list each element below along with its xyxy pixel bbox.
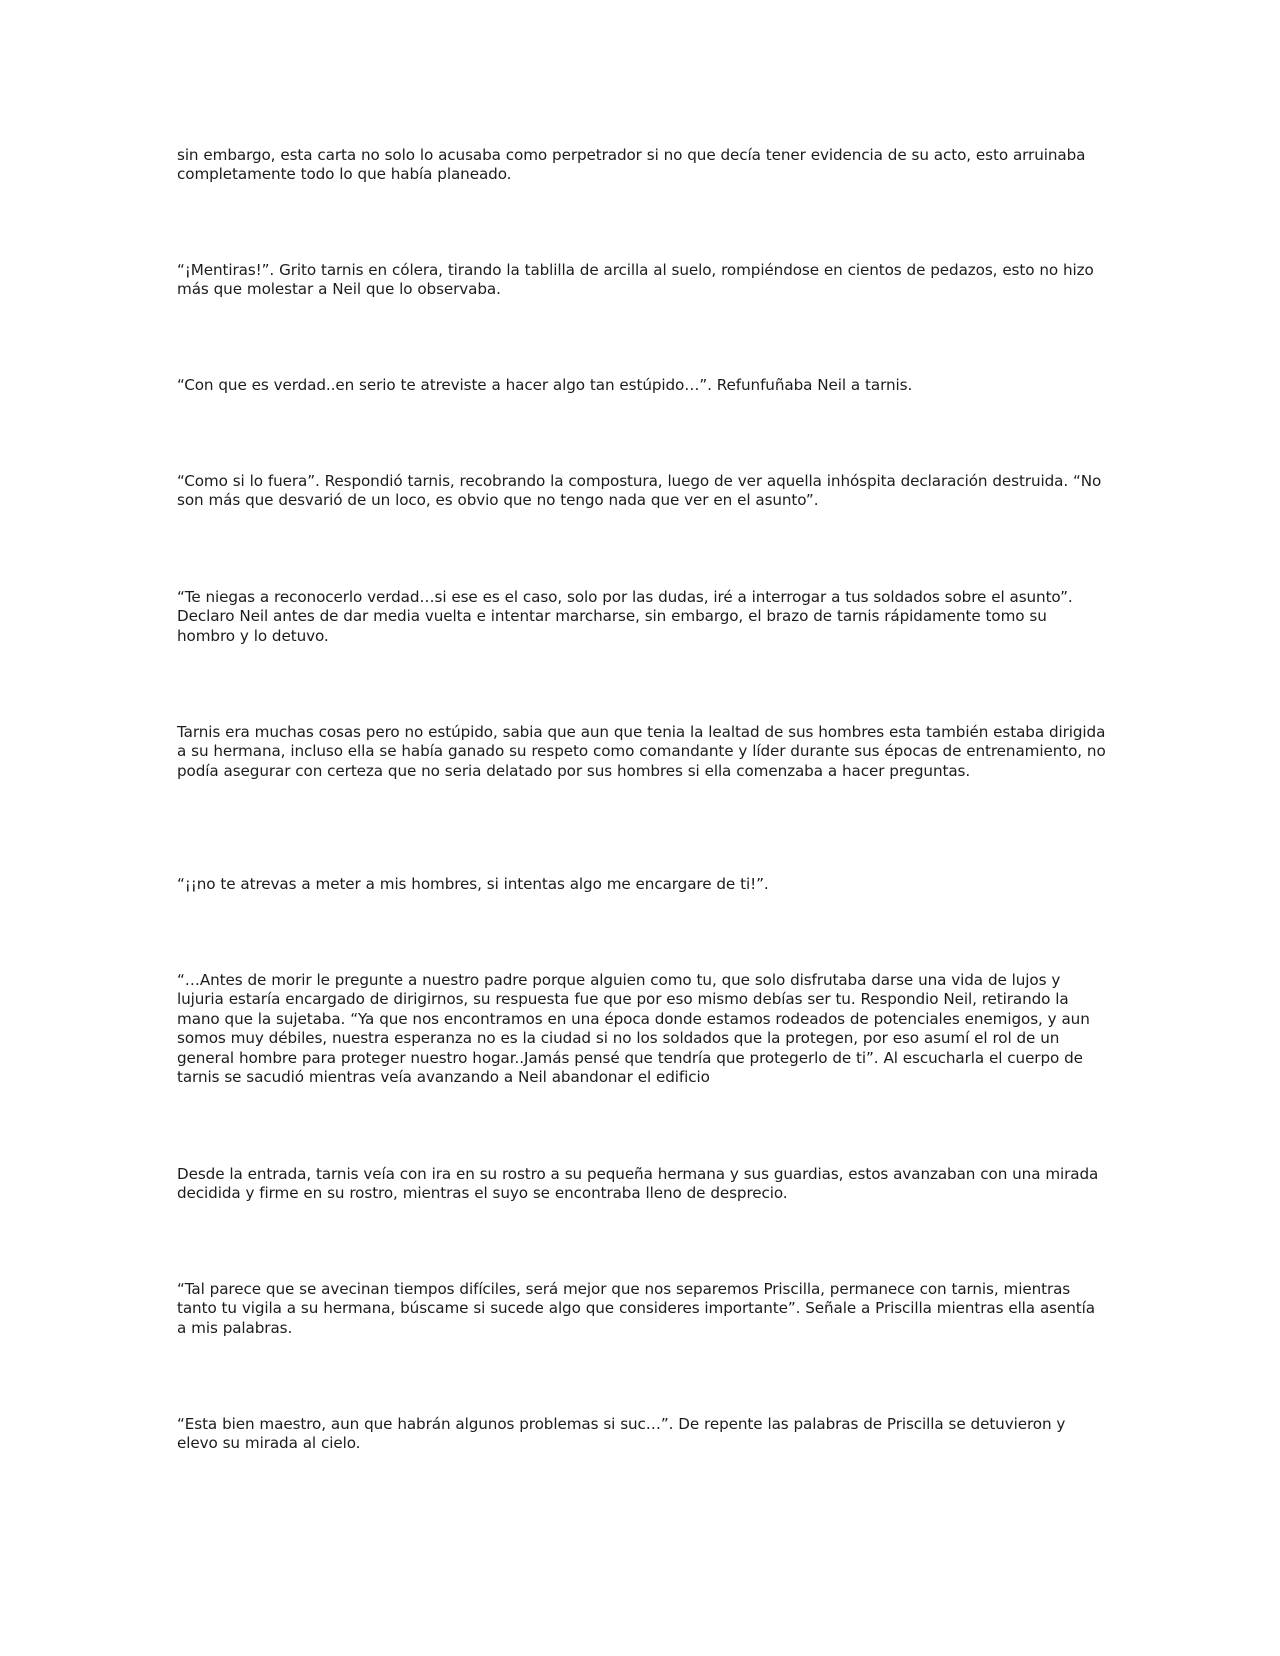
paragraph-7: “¡¡no te atrevas a meter a mis hombres, si intentas algo me encargare de ti!”. <box>177 875 769 893</box>
paragraph-11: “Esta bien maestro, aun que habrán algunos problemas si suc…”. De repente las palabras de Priscilla se detuvieron y elevo su mirada al cielo. <box>177 1415 1066 1453</box>
paragraph-9: Desde la entrada, tarnis veía con ira en su rostro a su pequeña hermana y sus guardias, estos avanzaban con una mirada decidida y firme en su rostro, mientras el suyo se encontraba lleno de desprecio. <box>177 1165 1099 1203</box>
paragraph-8: “…Antes de morir le pregunte a nuestro padre porque alguien como tu, que solo disfrutaba darse una vida de lujos y lujuria estaría encargado de dirigirnos, su respuesta fue que por eso mismo debías ser tu. Respondio Neil, retirando la mano que la sujetaba. “Ya que nos encontramos en una época donde estamos rodeados de potenciales enemigos, y aun somos muy débiles, nuestra esperanza no es la ciudad si no los soldados que la protegen, por eso asumí el rol de un general hombre para proteger nuestro hogar..Jamás pensé que tendría que protegerlo de ti”. Al escucharla el cuerpo de tarnis se sacudió mientras veía avanzando a Neil abandonar el edificio <box>177 971 1090 1087</box>
paragraph-1: sin embargo, esta carta no solo lo acusaba como perpetrador si no que decía tener evidencia de su acto, esto arruinaba completamente todo lo que había planeado. <box>177 146 1086 184</box>
paragraph-10: “Tal parece que se avecinan tiempos difíciles, será mejor que nos separemos Priscilla, permanece con tarnis, mientras tanto tu vigila a su hermana, búscame si sucede algo que consideres importante”. Señale a Priscilla mientras ella asentía a mis palabras. <box>177 1280 1095 1337</box>
paragraph-2: “¡Mentiras!”. Grito tarnis en cólera, tirando la tablilla de arcilla al suelo, rompiéndose en cientos de pedazos, esto no hizo más que molestar a Neil que lo observaba. <box>177 261 1094 299</box>
paragraph-4: “Como si lo fuera”. Respondió tarnis, recobrando la compostura, luego de ver aquella inhóspita declaración destruida. “No son más que desvarió de un loco, es obvio que no tengo nada que ver en el asunto”. <box>177 472 1102 510</box>
paragraph-5: “Te niegas a reconocerlo verdad…si ese es el caso, solo por las dudas, iré a interrogar a tus soldados sobre el asunto”. Declaro Neil antes de dar media vuelta e intentar marcharse, sin embargo, el brazo de tarnis rápidamente tomo su hombro y lo detuvo. <box>177 588 1073 645</box>
paragraph-6: Tarnis era muchas cosas pero no estúpido, sabia que aun que tenia la lealtad de sus hombres esta también estaba dirigida a su hermana, incluso ella se había ganado su respeto como comandante y líder durante sus épocas de entrenamiento, no podía asegurar con certeza que no seria delatado por sus hombres si ella comenzaba a hacer preguntas. <box>177 723 1106 780</box>
paragraph-3: “Con que es verdad..en serio te atreviste a hacer algo tan estúpido…”. Refunfuñaba Neil a tarnis. <box>177 376 913 394</box>
